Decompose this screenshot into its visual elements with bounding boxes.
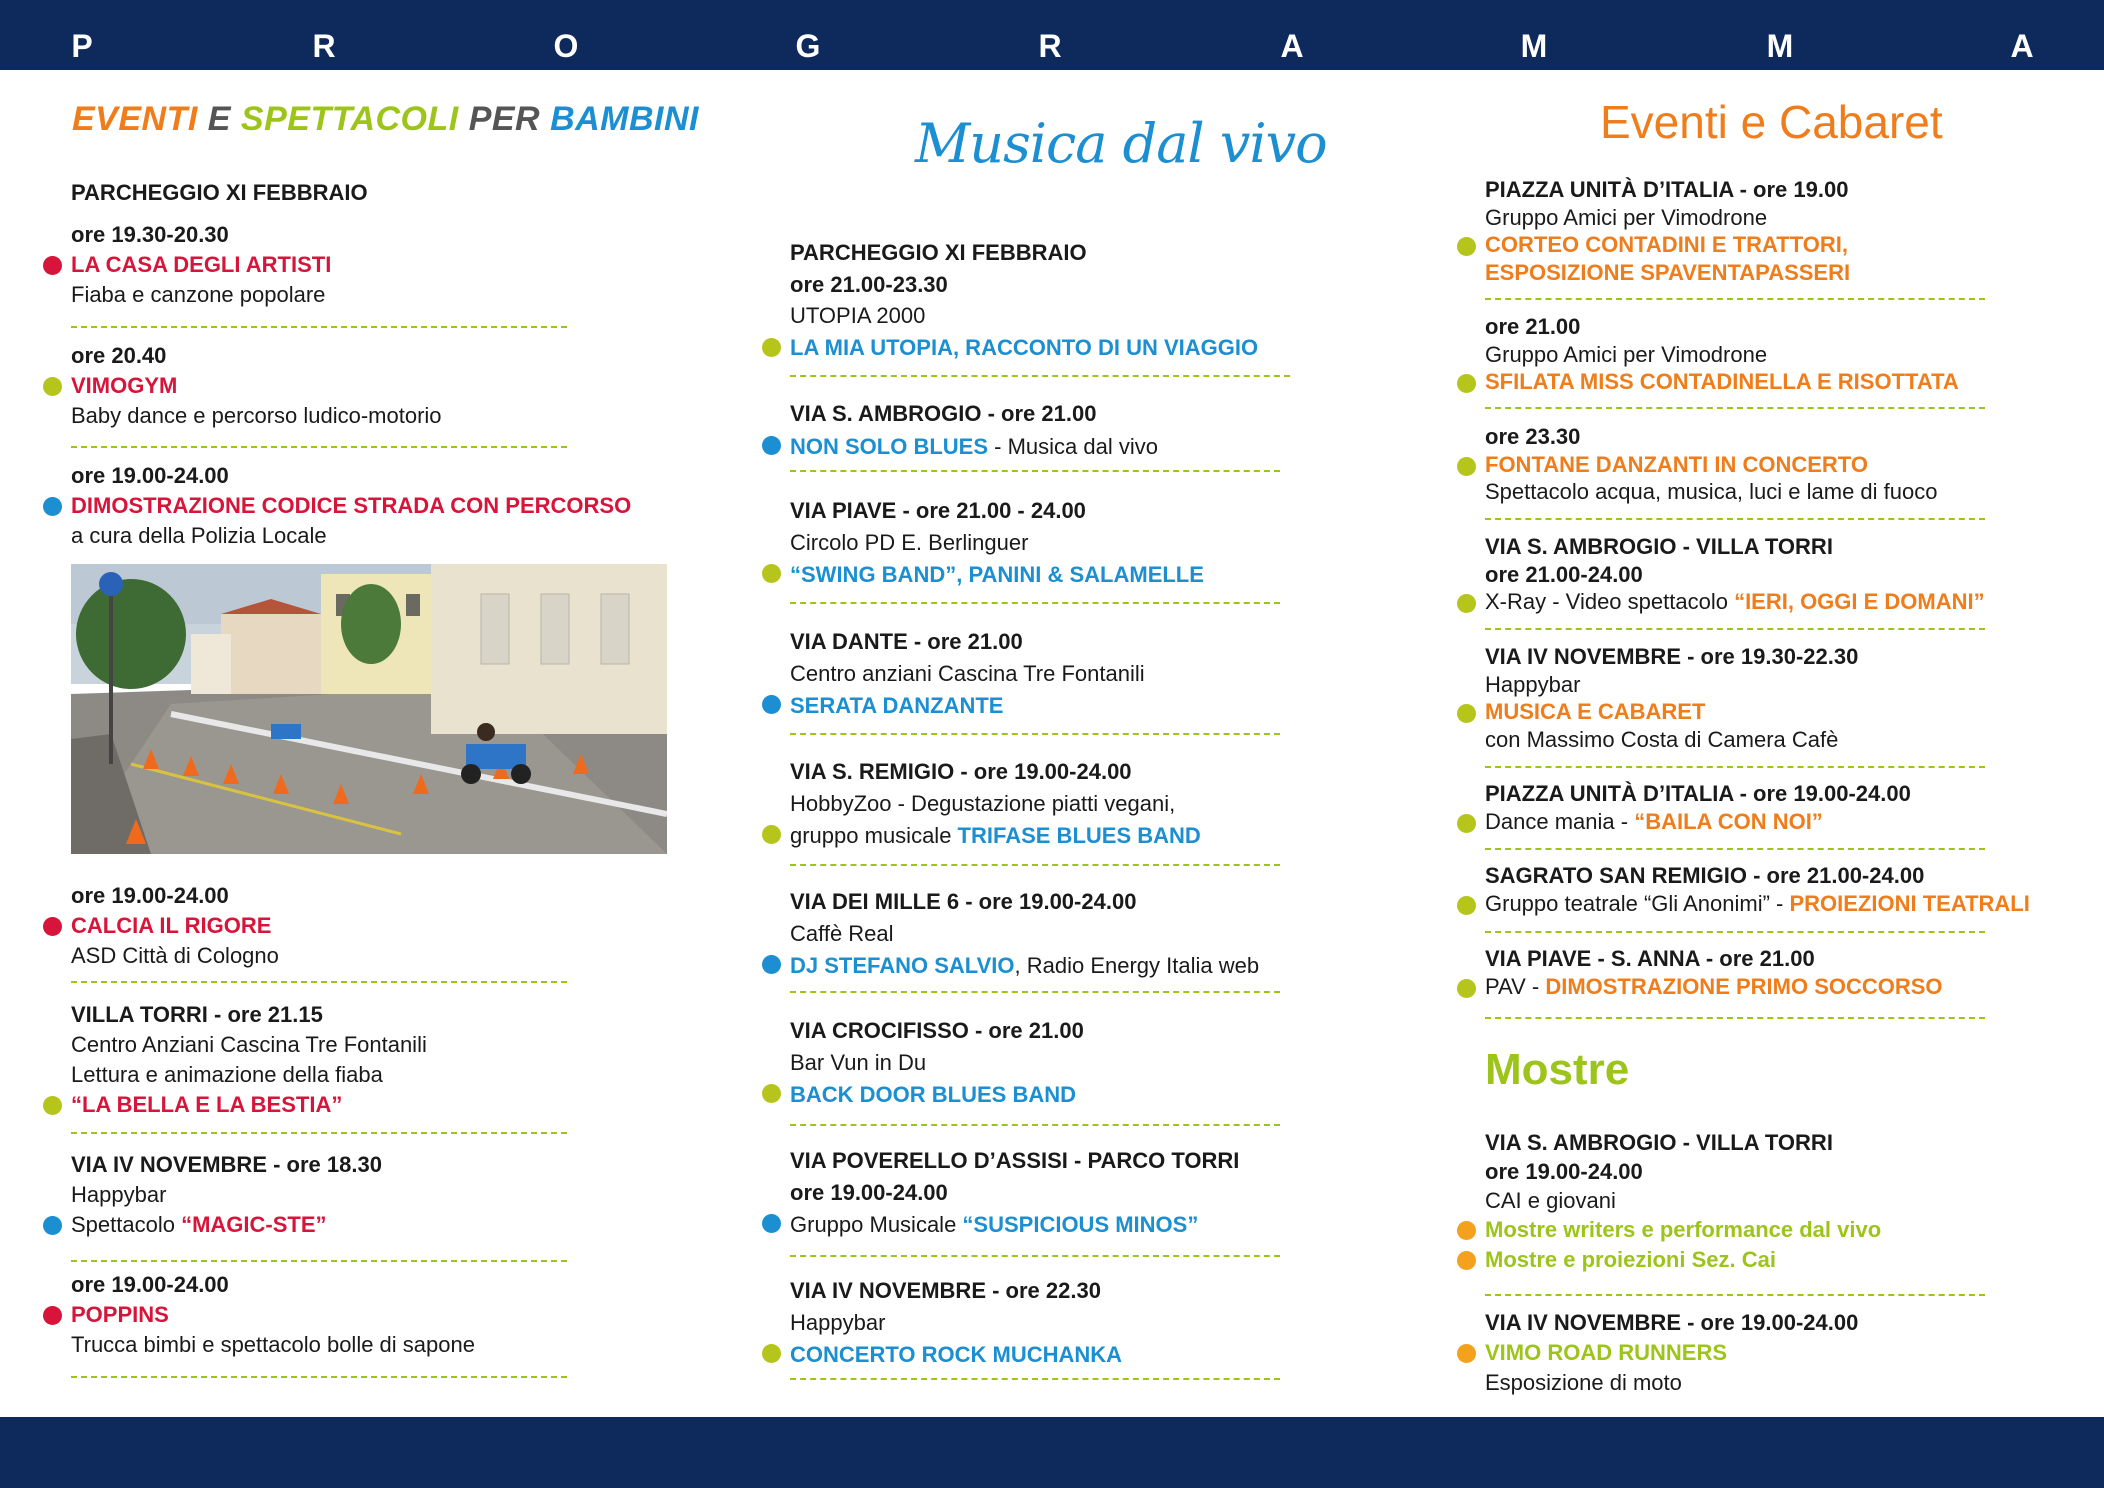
event-time: ore 19.30-20.30 <box>71 222 229 247</box>
dashed-divider <box>71 326 567 328</box>
event-time: ore 21.00-24.00 <box>1485 562 1643 587</box>
event-desc: CAI e giovani <box>1485 1188 1616 1213</box>
bullet-dot <box>762 338 781 357</box>
bullet-dot <box>1457 896 1476 915</box>
event-location: VIA PIAVE - ore 21.00 - 24.00 <box>790 498 1086 523</box>
dashed-divider <box>1485 407 1985 409</box>
event-location: VIA PIAVE - S. ANNA - ore 21.00 <box>1485 946 1815 971</box>
dashed-divider <box>790 1378 1280 1380</box>
event-desc: Happybar <box>1485 672 1581 697</box>
bullet-dot <box>762 564 781 583</box>
dashed-divider <box>71 446 567 448</box>
street-photo-illustration <box>71 564 667 854</box>
event-desc: Gruppo Amici per Vimodrone <box>1485 205 1768 230</box>
bullet-dot <box>1457 1251 1476 1270</box>
dashed-divider <box>790 1124 1280 1126</box>
event-location: VIA S. AMBROGIO - ore 21.00 <box>790 401 1097 426</box>
header-letter: A <box>1280 28 1304 64</box>
dashed-divider <box>790 602 1280 604</box>
header-letter: O <box>553 28 579 64</box>
dashed-divider <box>1485 628 1985 630</box>
bambini-title <box>72 100 699 139</box>
event-desc: Bar Vun in Du <box>790 1050 927 1075</box>
event-title: POPPINS <box>71 1302 169 1327</box>
bullet-dot <box>43 256 62 275</box>
event-desc: Trucca bimbi e spettacolo bolle di sapone <box>71 1332 475 1357</box>
event-desc: Happybar <box>790 1310 886 1335</box>
event-title: FONTANE DANZANTI IN CONCERTO <box>1485 452 1868 477</box>
dashed-divider <box>71 1132 567 1134</box>
event-location: PARCHEGGIO XI FEBBRAIO <box>790 240 1087 265</box>
event-desc: Gruppo Musicale <box>790 1212 963 1237</box>
event-location: SAGRATO SAN REMIGIO - ore 21.00-24.00 <box>1485 863 1925 888</box>
dashed-divider <box>790 375 1290 377</box>
bullet-dot <box>762 695 781 714</box>
event-desc: Esposizione di moto <box>1485 1370 1682 1395</box>
bullet-dot <box>43 917 62 936</box>
event-time: ore 19.00-24.00 <box>1485 1159 1643 1184</box>
bullet-dot <box>762 1214 781 1233</box>
title-word: EVENTI <box>72 100 198 138</box>
event-time: ore 21.00 <box>1485 314 1581 339</box>
title-word: E <box>207 100 231 138</box>
bullet-dot <box>1457 1221 1476 1240</box>
header-letter: M <box>1766 28 1794 64</box>
event-desc: Centro anziani Cascina Tre Fontanili <box>790 661 1145 686</box>
event-desc: , Radio Energy Italia web <box>1014 953 1260 978</box>
bullet-dot <box>43 377 62 396</box>
bullet-dot <box>1457 814 1476 833</box>
event-desc: Gruppo Amici per Vimodrone <box>1485 342 1768 367</box>
event-desc: ASD Città di Cologno <box>71 943 279 968</box>
event-location: VILLA TORRI - ore 21.15 <box>71 1002 323 1027</box>
event-title: TRIFASE BLUES BAND <box>957 823 1201 848</box>
event-title: Mostre e proiezioni Sez. Cai <box>1485 1247 1776 1272</box>
event-location: VIA IV NOVEMBRE - ore 19.00-24.00 <box>1485 1310 1859 1335</box>
event-location: PARCHEGGIO XI FEBBRAIO <box>71 180 368 205</box>
event-location: PIAZZA UNITÀ D’ITALIA - ore 19.00-24.00 <box>1485 781 1911 806</box>
dashed-divider <box>71 1260 567 1262</box>
event-card <box>1485 780 1911 835</box>
dashed-divider <box>1485 931 1985 933</box>
event-card <box>1485 945 1943 1000</box>
dashed-divider <box>790 733 1280 735</box>
dashed-divider <box>1485 1294 1985 1296</box>
event-card <box>790 1014 1084 1111</box>
event-desc: a cura della Polizia Locale <box>71 523 327 548</box>
event-title: LA CASA DEGLI ARTISTI <box>71 252 332 277</box>
event-desc: Lettura e animazione della fiaba <box>71 1062 383 1087</box>
event-card <box>790 494 1204 591</box>
event-desc: con Massimo Costa di Camera Cafè <box>1485 727 1839 752</box>
bullet-dot <box>1457 374 1476 393</box>
header-letter: G <box>795 28 821 64</box>
event-location: VIA CROCIFISSO - ore 21.00 <box>790 1018 1084 1043</box>
event-card <box>71 178 368 310</box>
event-time: ore 19.00-24.00 <box>71 463 229 488</box>
event-location: VIA IV NOVEMBRE - ore 19.30-22.30 <box>1485 644 1859 669</box>
dashed-divider <box>790 1255 1280 1257</box>
event-card <box>1485 176 1850 286</box>
event-location: PIAZZA UNITÀ D’ITALIA - ore 19.00 <box>1485 177 1849 202</box>
event-title: “IERI, OGGI E DOMANI” <box>1734 589 1985 614</box>
header-letter: R <box>1038 28 1062 64</box>
event-location: VIA DANTE - ore 21.00 <box>790 629 1023 654</box>
event-desc: X-Ray - Video spettacolo <box>1485 589 1735 614</box>
bullet-dot <box>1457 979 1476 998</box>
event-desc: gruppo musicale <box>790 823 958 848</box>
bullet-dot <box>1457 704 1476 723</box>
dashed-divider <box>1485 1017 1985 1019</box>
bullet-dot <box>1457 237 1476 256</box>
dashed-divider <box>790 864 1280 866</box>
event-desc: Circolo PD E. Berlinguer <box>790 530 1029 555</box>
event-desc: - Musica dal vivo <box>988 434 1158 459</box>
event-card <box>1485 533 1985 616</box>
event-desc: Happybar <box>71 1182 167 1207</box>
event-time: ore 19.00-24.00 <box>71 883 229 908</box>
event-title: “SUSPICIOUS MINOS” <box>962 1212 1199 1237</box>
event-card <box>1485 862 2030 917</box>
event-title: SFILATA MISS CONTADINELLA E RISOTTATA <box>1485 369 1959 394</box>
event-card <box>790 885 1259 982</box>
event-location: VIA POVERELLO D’ASSISI - PARCO TORRI <box>790 1148 1240 1173</box>
event-location: VIA IV NOVEMBRE - ore 22.30 <box>790 1278 1101 1303</box>
event-title: VIMO ROAD RUNNERS <box>1485 1340 1728 1365</box>
bullet-dot <box>762 436 781 455</box>
event-time: ore 20.40 <box>71 343 167 368</box>
dashed-divider <box>790 470 1280 472</box>
event-desc: HobbyZoo - Degustazione piatti vegani, <box>790 791 1176 816</box>
bullet-dot <box>1457 1344 1476 1363</box>
event-card <box>1485 1128 1881 1275</box>
event-card <box>790 1274 1122 1371</box>
event-title: “BAILA CON NOI” <box>1634 809 1823 834</box>
bullet-dot <box>43 1306 62 1325</box>
event-desc: Spettacolo <box>71 1212 182 1237</box>
event-title: CALCIA IL RIGORE <box>71 913 272 938</box>
event-location: VIA S. REMIGIO - ore 19.00-24.00 <box>790 759 1132 784</box>
title-word: SPETTACOLI <box>240 100 459 138</box>
event-desc: Fiaba e canzone popolare <box>71 282 326 307</box>
event-title: Mostre writers e performance dal vivo <box>1485 1217 1882 1242</box>
event-title: DIMOSTRAZIONE PRIMO SOCCORSO <box>1545 974 1943 999</box>
bullet-dot <box>43 1096 62 1115</box>
event-time: ore 21.00-23.30 <box>790 272 948 297</box>
event-title: SERATA DANZANTE <box>790 693 1004 718</box>
dashed-divider <box>1485 298 1985 300</box>
footer-bar <box>0 1417 2104 1488</box>
event-title: “MAGIC-STE” <box>181 1212 327 1237</box>
musica-title: Musica dal vivo <box>915 112 1327 175</box>
event-card <box>71 881 279 971</box>
bullet-dot <box>762 1084 781 1103</box>
bullet-dot <box>762 825 781 844</box>
event-desc: Dance mania - <box>1485 809 1635 834</box>
street-photo <box>71 564 667 854</box>
event-location: VIA IV NOVEMBRE - ore 18.30 <box>71 1152 382 1177</box>
title-word: BAMBINI <box>550 100 699 138</box>
event-title: NON SOLO BLUES <box>790 434 989 459</box>
dashed-divider <box>1485 848 1985 850</box>
event-card <box>790 397 1158 463</box>
bullet-dot <box>1457 594 1476 613</box>
event-location: VIA S. AMBROGIO - VILLA TORRI <box>1485 1130 1833 1155</box>
bullet-dot <box>43 1216 62 1235</box>
header-letter: R <box>312 28 336 64</box>
event-card <box>790 236 1258 364</box>
event-card <box>1485 643 1858 753</box>
dashed-divider <box>790 991 1280 993</box>
event-desc: UTOPIA 2000 <box>790 303 926 328</box>
event-card <box>71 1150 382 1240</box>
dashed-divider <box>1485 766 1985 768</box>
header-letter: M <box>1520 28 1548 64</box>
mostre-title: Mostre <box>1485 1045 1630 1094</box>
event-card <box>1485 423 1937 506</box>
event-desc: Baby dance e percorso ludico-motorio <box>71 403 442 428</box>
event-time: ore 19.00-24.00 <box>71 1272 229 1297</box>
bullet-dot <box>762 1344 781 1363</box>
event-title: DJ STEFANO SALVIO <box>790 953 1015 978</box>
dashed-divider <box>71 1376 567 1378</box>
event-desc: Spettacolo acqua, musica, luci e lame di fuoco <box>1485 479 1938 504</box>
event-location: VIA S. AMBROGIO - VILLA TORRI <box>1485 534 1833 559</box>
bullet-dot <box>1457 457 1476 476</box>
event-card <box>790 1144 1239 1241</box>
event-location: VIA DEI MILLE 6 - ore 19.00-24.00 <box>790 889 1137 914</box>
event-card <box>71 1000 427 1120</box>
dashed-divider <box>1485 518 1985 520</box>
event-card <box>1485 313 1959 396</box>
event-card <box>71 1270 475 1360</box>
header-letter: A <box>2010 28 2034 64</box>
bullet-dot <box>762 955 781 974</box>
event-card <box>790 755 1201 852</box>
event-title: “LA BELLA E LA BESTIA” <box>71 1092 343 1117</box>
bullet-dot <box>43 497 62 516</box>
event-desc: Gruppo teatrale “Gli Anonimi” - <box>1485 891 1790 916</box>
event-title: BACK DOOR BLUES BAND <box>790 1082 1076 1107</box>
event-title: LA MIA UTOPIA, RACCONTO DI UN VIAGGIO <box>790 335 1259 360</box>
event-time: ore 23.30 <box>1485 424 1581 449</box>
event-title: “SWING BAND”, PANINI & SALAMELLE <box>790 562 1204 587</box>
event-card <box>790 625 1145 722</box>
event-desc: PAV - <box>1485 974 1546 999</box>
event-title: PROIEZIONI TEATRALI <box>1789 891 2030 916</box>
title-word: PER <box>468 100 541 138</box>
event-title: CONCERTO ROCK MUCHANKA <box>790 1342 1123 1367</box>
event-desc: Centro Anziani Cascina Tre Fontanili <box>71 1032 427 1057</box>
header-bar <box>0 0 2104 70</box>
cabaret-title: Eventi e Cabaret <box>1600 96 1943 148</box>
event-title: VIMOGYM <box>71 373 178 398</box>
header-letter: P <box>71 28 93 64</box>
event-card <box>71 341 442 431</box>
event-title: MUSICA E CABARET <box>1485 699 1706 724</box>
event-card <box>71 461 631 551</box>
event-title: ESPOSIZIONE SPAVENTAPASSERI <box>1485 260 1851 285</box>
event-time: ore 19.00-24.00 <box>790 1180 948 1205</box>
event-desc: Caffè Real <box>790 921 894 946</box>
dashed-divider <box>71 981 567 983</box>
event-title: CORTEO CONTADINI E TRATTORI, <box>1485 232 1848 257</box>
event-title: DIMOSTRAZIONE CODICE STRADA CON PERCORSO <box>71 493 632 518</box>
event-card <box>1485 1308 1858 1398</box>
